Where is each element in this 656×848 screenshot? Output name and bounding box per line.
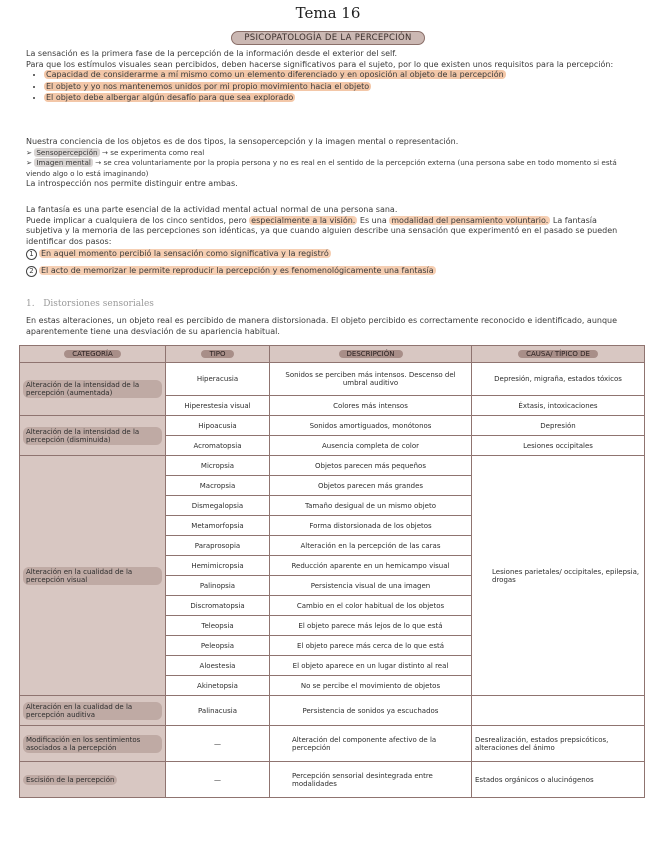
section-heading: 1. Distorsiones sensoriales — [26, 299, 154, 309]
fantasy-line-2: Puede implicar a cualquiera de los cinco sentidos, pero especialmente a la visión. Es una modalidad del pensamiento voluntario. La fantasía subjetiva y la memoria de las percepciones son idénticas, ya que cuando alguien describe una sensación que experimentó en el pasado se pueden identificar dos pasos: — [26, 215, 618, 246]
table-row: Paraprosopia Alteración en la percepción de las caras — [20, 536, 645, 556]
table-row: Alteración de la intensidad de la percepción (disminuida) Hipoacusia Sonidos amortiguados, monótonos Depresión — [20, 416, 645, 436]
page-title: Tema 16 — [295, 4, 361, 22]
introspection-line: La introspección nos permite distinguir entre ambas. — [26, 179, 238, 189]
sensoperception-item: ➢ Sensopercepción → se experimenta como real — [26, 147, 205, 157]
category-cell: Alteración de la intensidad de la percepción (disminuida) — [23, 427, 162, 445]
fantasy-step-2: 2 El acto de memorizar le permite reproducir la percepción y es fenomenológicamente una fantasía — [26, 266, 626, 277]
table-row: Acromatopsia Ausencia completa de color Lesiones occipitales — [20, 436, 645, 456]
list-item: • El objeto y yo nos mantenemos unidos por mi propio movimiento hacia el objeto — [44, 82, 626, 93]
header-tipo: TIPO — [166, 346, 270, 363]
category-cell: Alteración en la cualidad de la percepción auditiva — [23, 702, 162, 720]
visual-causa-cell: Lesiones parietales/ occipitales, epilepsia, drogas — [472, 456, 645, 696]
intro-line-1: La sensación es la primera fase de la percepción de la información desde el exterior del self. — [26, 49, 398, 58]
table-row: Metamorfopsia Forma distorsionada de los objetos — [20, 516, 645, 536]
table-row: Modificación en los sentimientos asociados a la percepción — Alteración del componente afectivo de la percepción Desrealización, estados prepsicóticos, alteraciones del ánimo — [20, 726, 645, 762]
category-cell: Escisión de la percepción — [23, 775, 117, 785]
list-item: • Capacidad de considerarme a mí mismo como un elemento diferenciado y en oposición al objeto de la percepción — [44, 70, 626, 81]
consciousness-block — [26, 137, 626, 190]
table-row: Escisión de la percepción — Percepción sensorial desintegrada entre modalidades Estados orgánicos o alucinógenos — [20, 762, 645, 798]
mental-image-item: ➢ Imagen mental → se crea voluntariamente por la propia persona y no es real en el sentido de la percepción externa (una persona sabe en todo momento si está viendo algo o lo está imaginando) — [26, 158, 617, 178]
header-categoria: CATEGORÍA — [20, 346, 166, 363]
consciousness-line: Nuestra conciencia de los objetos es de dos tipos, la sensopercepción y la imagen mental o representación. — [26, 137, 459, 146]
table-row: Discromatopsia Cambio en el color habitual de los objetos — [20, 596, 645, 616]
table-row: Akinetopsia No se percibe el movimiento de objetos — [20, 676, 645, 696]
table-row: Alteración de la intensidad de la percepción (aumentada) Hiperacusia Sonidos se perciben más intensos. Descenso del umbral auditivo Depresión, migraña, estados tóxicos — [20, 363, 645, 396]
intro-line-2: Para que los estímulos visuales sean percibidos, deben hacerse significativos para el sujeto, por lo que existen unos requisitos para la percepción: — [26, 59, 614, 69]
fantasy-step-1: 1 En aquel momento percibió la sensación como significativa y la registró — [26, 249, 626, 260]
category-cell: Alteración en la cualidad de la percepción visual — [23, 567, 162, 585]
table-row: Palinopsia Persistencia visual de una imagen — [20, 576, 645, 596]
table-row: Dismegalopsia Tamaño desigual de un mismo objeto — [20, 496, 645, 516]
category-cell: Alteración de la intensidad de la percepción (aumentada) — [23, 380, 162, 398]
requirements-list — [26, 70, 626, 104]
fantasy-line-1: La fantasía es una parte esencial de la actividad mental actual normal de una persona sana. — [26, 205, 398, 214]
table-header-row — [20, 346, 645, 363]
fantasy-block — [26, 205, 626, 277]
page-subtitle: PSICOPATOLOGÍA DE LA PERCEPCIÓN — [231, 31, 424, 45]
table-row: Peleopsia El objeto parece más cerca de lo que está — [20, 636, 645, 656]
table-row: Alteración en la cualidad de la percepción visual Micropsia Objetos parecen más pequeños Lesiones parietales/ occipitales, epilepsia, drogas — [20, 456, 645, 476]
table-row: Hemimicropsia Reducción aparente en un hemicampo visual — [20, 556, 645, 576]
table-row: Macropsia Objetos parecen más grandes — [20, 476, 645, 496]
header-causa: CAUSA/ TÍPICO DE — [472, 346, 645, 363]
table-row: Aloestesia El objeto aparece en un lugar distinto al real — [20, 656, 645, 676]
intro-block — [26, 49, 626, 105]
list-item: • El objeto debe albergar algún desafío para que sea explorado — [44, 93, 626, 104]
table-row: Hiperestesia visual Colores más intensos Éxtasis, intoxicaciones — [20, 396, 645, 416]
table-row: Teleopsia El objeto parece más lejos de lo que está — [20, 616, 645, 636]
table-row: Alteración en la cualidad de la percepción auditiva Palinacusia Persistencia de sonidos ya escuchados — [20, 696, 645, 726]
distortions-table — [19, 345, 645, 798]
header-descripcion: DESCRIPCIÓN — [270, 346, 472, 363]
category-cell: Modificación en los sentimientos asociados a la percepción — [23, 735, 162, 753]
section-text: En estas alteraciones, un objeto real es percibido de manera distorsionada. El objeto percibido es correctamente reconocido e identificado, aunque aparentemente tiene una desviación de su apariencia habitual. — [26, 316, 618, 336]
